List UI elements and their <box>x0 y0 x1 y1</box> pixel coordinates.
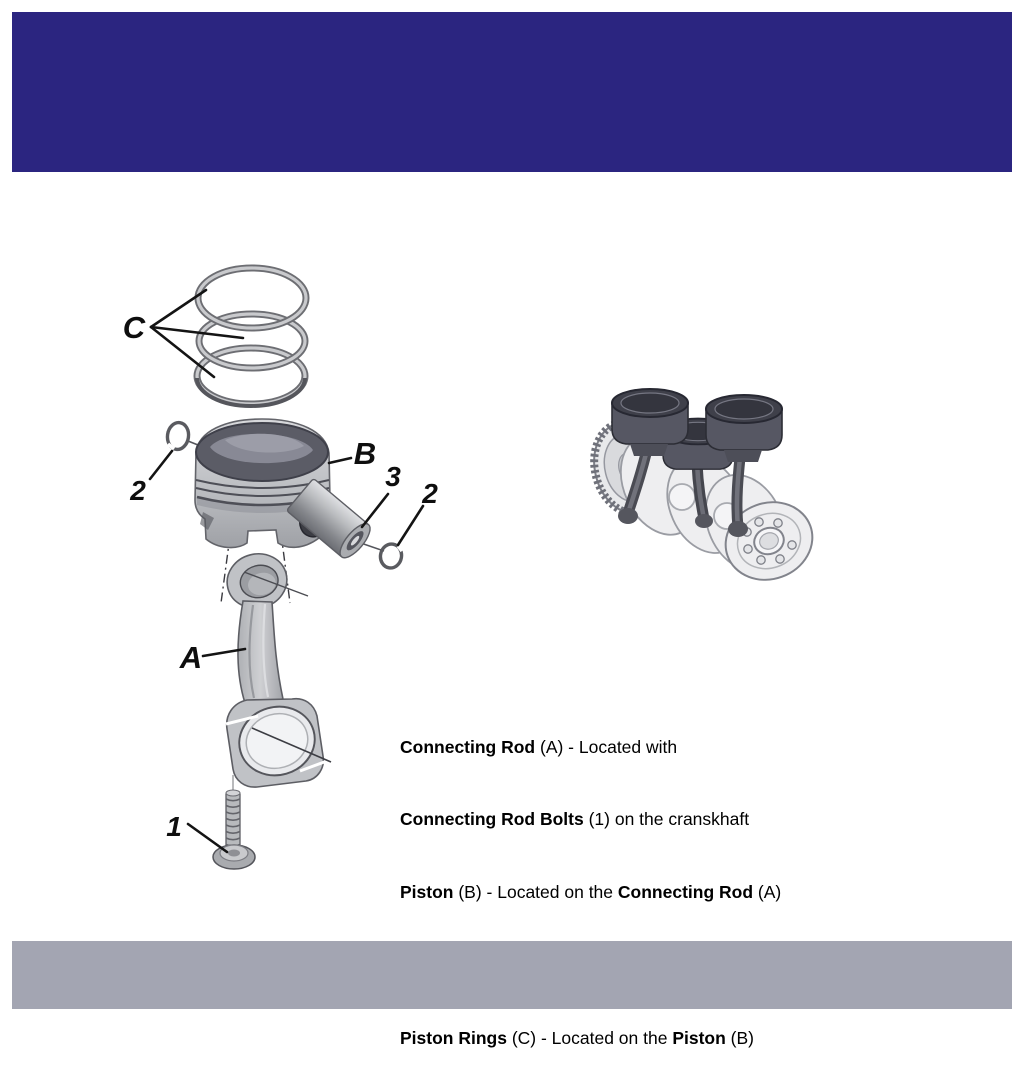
description-line <box>400 735 812 759</box>
locking-ring-left-illustration <box>166 421 191 451</box>
crankshaft-assembly-illustration <box>585 389 823 592</box>
locking-ring-right-illustration <box>379 542 404 569</box>
piston-rings-illustration <box>197 268 306 406</box>
description-line <box>400 1026 812 1050</box>
label-locking-ring-right: 2 <box>422 478 438 509</box>
description-segment: (1) on the cranskhaft <box>583 809 750 830</box>
description-segment: Connecting Rod <box>617 882 754 903</box>
description-segment: (A) - Located with <box>535 736 678 757</box>
description-segment: Connecting Rod Bolts <box>400 809 584 830</box>
label-connecting-rod-bolt: 1 <box>166 811 182 842</box>
bolt-illustration <box>213 775 255 869</box>
label-piston-pin: 3 <box>385 461 401 492</box>
description-segment: Piston <box>672 1028 726 1049</box>
description-segment: Piston <box>400 882 454 903</box>
description-text <box>400 686 812 1075</box>
footer-band <box>12 941 1012 1009</box>
label-locking-ring-left: 2 <box>130 475 146 506</box>
label-connecting-rod: A <box>179 640 203 675</box>
label-piston-rings: C <box>122 310 146 345</box>
description-segment: Piston Rings <box>400 1028 507 1049</box>
description-segment: (B) - Located on the <box>453 882 618 903</box>
description-segment: (B) <box>725 1028 755 1049</box>
description-line <box>400 807 812 831</box>
label-piston: B <box>353 436 377 471</box>
description-segment: (A) <box>753 882 782 903</box>
description-segment: (C) - Located on the <box>506 1028 673 1049</box>
description-segment: Connecting Rod <box>400 736 536 757</box>
description-line <box>400 880 812 904</box>
connecting-rod-illustration <box>221 548 331 788</box>
